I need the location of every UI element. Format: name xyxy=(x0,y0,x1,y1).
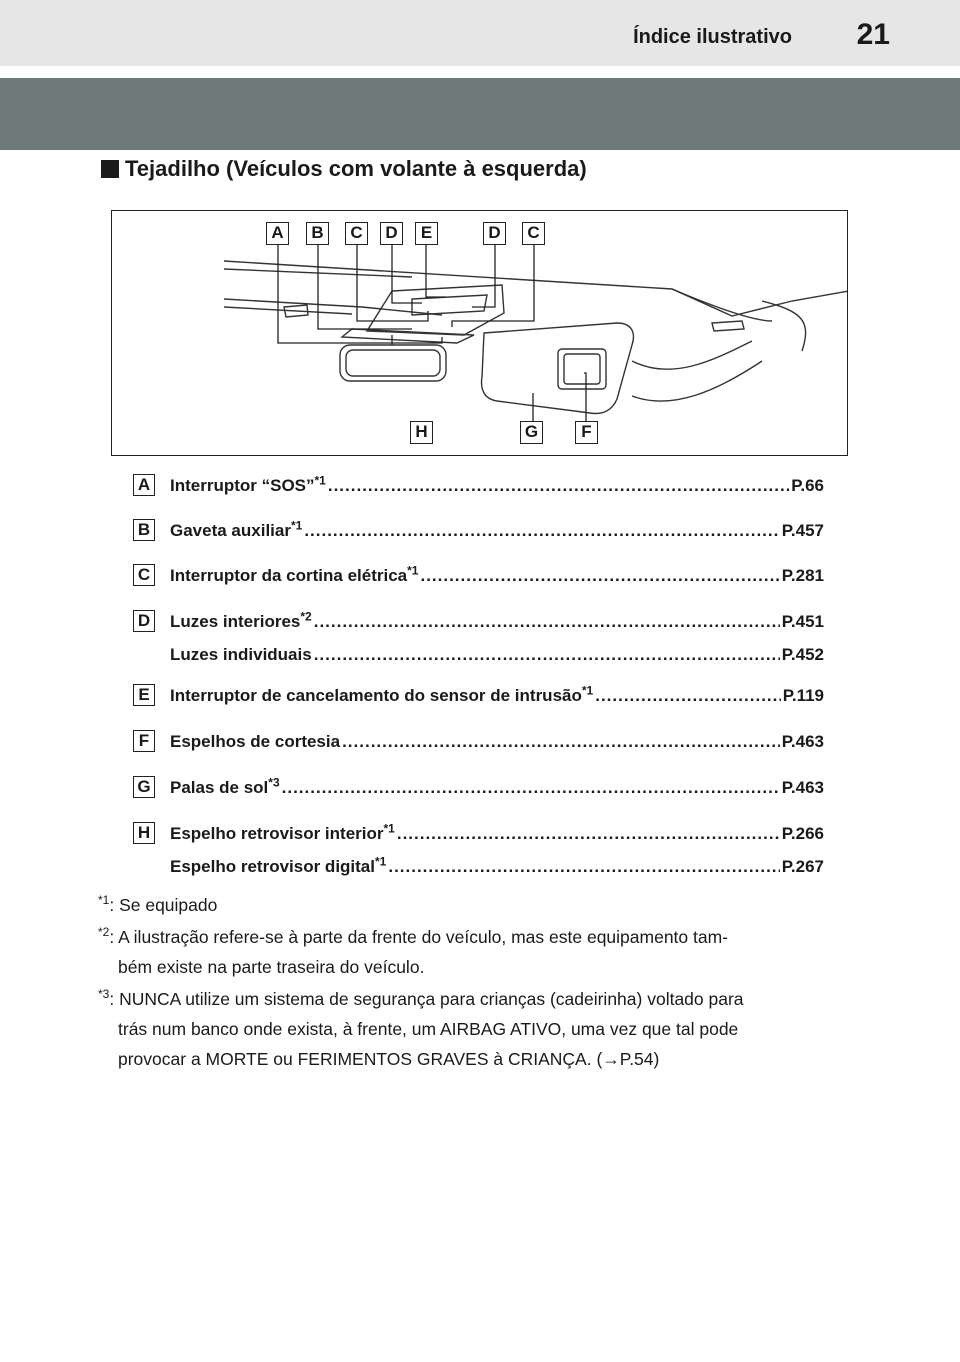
footnote-text-continued: trás num banco onde exista, à frente, um AIRBAG ATIVO, uma vez que tal pode xyxy=(118,1019,739,1039)
item-footnote-marker: *1 xyxy=(290,521,303,533)
page-reference[interactable]: P.66 xyxy=(791,476,824,495)
header-band xyxy=(0,78,960,150)
item-letter-a: A xyxy=(133,474,155,496)
item-letter-d: D xyxy=(133,610,155,632)
item-row xyxy=(170,521,824,541)
leader-dots xyxy=(397,824,780,844)
footnote-marker: *3 xyxy=(98,987,110,1002)
figure-callout-g: G xyxy=(520,421,543,444)
square-bullet-icon xyxy=(101,160,119,178)
item-row xyxy=(170,566,824,586)
footnote-text: : NUNCA utilize um sistema de segurança para crianças (cadeirinha) voltado para xyxy=(109,989,744,1009)
item-label: Espelho retrovisor digital$^{*1}$ xyxy=(170,857,386,877)
item-label: Luzes individuais xyxy=(170,645,312,664)
page-reference[interactable]: P.451 xyxy=(781,612,824,631)
figure-callout-e: E xyxy=(415,222,438,245)
leader-dots xyxy=(314,645,780,665)
figure-callout-d: D xyxy=(483,222,506,245)
figure-callout-c: C xyxy=(345,222,368,245)
item-row xyxy=(170,778,824,798)
item-label: Luzes interiores$^{*2}$ xyxy=(170,612,312,632)
leader-dots xyxy=(420,566,779,586)
item-letter-f: F xyxy=(133,730,155,752)
item-letter-g: G xyxy=(133,776,155,798)
footnote-text-continued: provocar a MORTE ou FERIMENTOS GRAVES à CRIANÇA. (→P.54) xyxy=(118,1049,660,1069)
figure-callout-a: A xyxy=(266,222,289,245)
item-label: Espelhos de cortesia xyxy=(170,732,341,751)
item-footnote-marker: *3 xyxy=(268,778,280,790)
item-label: Interruptor “SOS”$^{*1}$ xyxy=(170,476,326,496)
item-row xyxy=(170,612,824,632)
footnote-marker: *2 xyxy=(98,925,110,940)
item-label: Interruptor de cancelamento do sensor de intrusão$^{*1}$ xyxy=(170,686,593,706)
footnote-text-continued: bém existe na parte traseira do veículo. xyxy=(118,957,425,977)
figure-callout-h: H xyxy=(410,421,433,444)
item-footnote-marker: *1 xyxy=(314,476,326,488)
item-row xyxy=(170,476,824,496)
page-reference[interactable]: P.119 xyxy=(782,686,824,705)
footnote-marker: *1 xyxy=(98,893,110,908)
item-label: Espelho retrovisor interior$^{*1}$ xyxy=(170,824,395,844)
item-letter-h: H xyxy=(133,822,155,844)
item-label: Interruptor da cortina elétrica$^{*1}$ xyxy=(170,566,418,586)
item-letter-e: E xyxy=(133,684,155,706)
page-number: 21 xyxy=(856,18,890,51)
footnote xyxy=(98,922,868,982)
page-reference[interactable]: P.266 xyxy=(781,824,824,843)
figure-callout-d: D xyxy=(380,222,403,245)
leader-dots xyxy=(314,612,780,632)
item-row xyxy=(170,686,824,706)
item-footnote-marker: *1 xyxy=(407,566,419,578)
leader-dots xyxy=(304,521,779,541)
footnote-text: : Se equipado xyxy=(109,895,218,915)
leader-dots xyxy=(595,686,780,706)
roof-drawing xyxy=(112,211,848,456)
item-footnote-marker: *1 xyxy=(383,824,395,836)
item-footnote-marker: *1 xyxy=(581,686,594,698)
item-row xyxy=(170,857,824,877)
figure-callout-f: F xyxy=(575,421,598,444)
footnote-text: : A ilustração refere-se à parte da frente do veículo, mas este equipamento tam- xyxy=(109,927,729,947)
item-row xyxy=(170,645,824,665)
page-header xyxy=(0,0,960,66)
page-reference[interactable]: P.281 xyxy=(781,566,824,585)
leader-dots xyxy=(388,857,779,877)
item-footnote-marker: *2 xyxy=(300,612,312,624)
footnote xyxy=(98,984,868,1074)
item-label: Gaveta auxiliar$^{*1}$ xyxy=(170,521,302,541)
figure-callout-b: B xyxy=(306,222,329,245)
leader-dots xyxy=(342,732,780,752)
page-reference[interactable]: P.457 xyxy=(781,521,824,540)
page-reference[interactable]: P.267 xyxy=(781,857,824,876)
page-reference[interactable]: P.463 xyxy=(781,732,824,751)
page-reference[interactable]: P.463 xyxy=(781,778,824,797)
item-row xyxy=(170,824,824,844)
section-heading xyxy=(101,156,587,182)
section-heading-text: Tejadilho (Veículos com volante à esquerda) xyxy=(125,156,587,181)
item-footnote-marker: *1 xyxy=(375,857,387,869)
leader-dots xyxy=(328,476,789,496)
item-letter-b: B xyxy=(133,519,155,541)
item-letter-c: C xyxy=(133,564,155,586)
section-title: Índice ilustrativo xyxy=(633,26,792,48)
figure-callout-c: C xyxy=(522,222,545,245)
page-reference[interactable]: P.452 xyxy=(781,645,824,664)
roof-illustration xyxy=(111,210,848,456)
item-label: Palas de sol$^{*3}$ xyxy=(170,778,280,798)
footnote xyxy=(98,890,868,920)
item-row xyxy=(170,732,824,752)
leader-dots xyxy=(282,778,780,798)
